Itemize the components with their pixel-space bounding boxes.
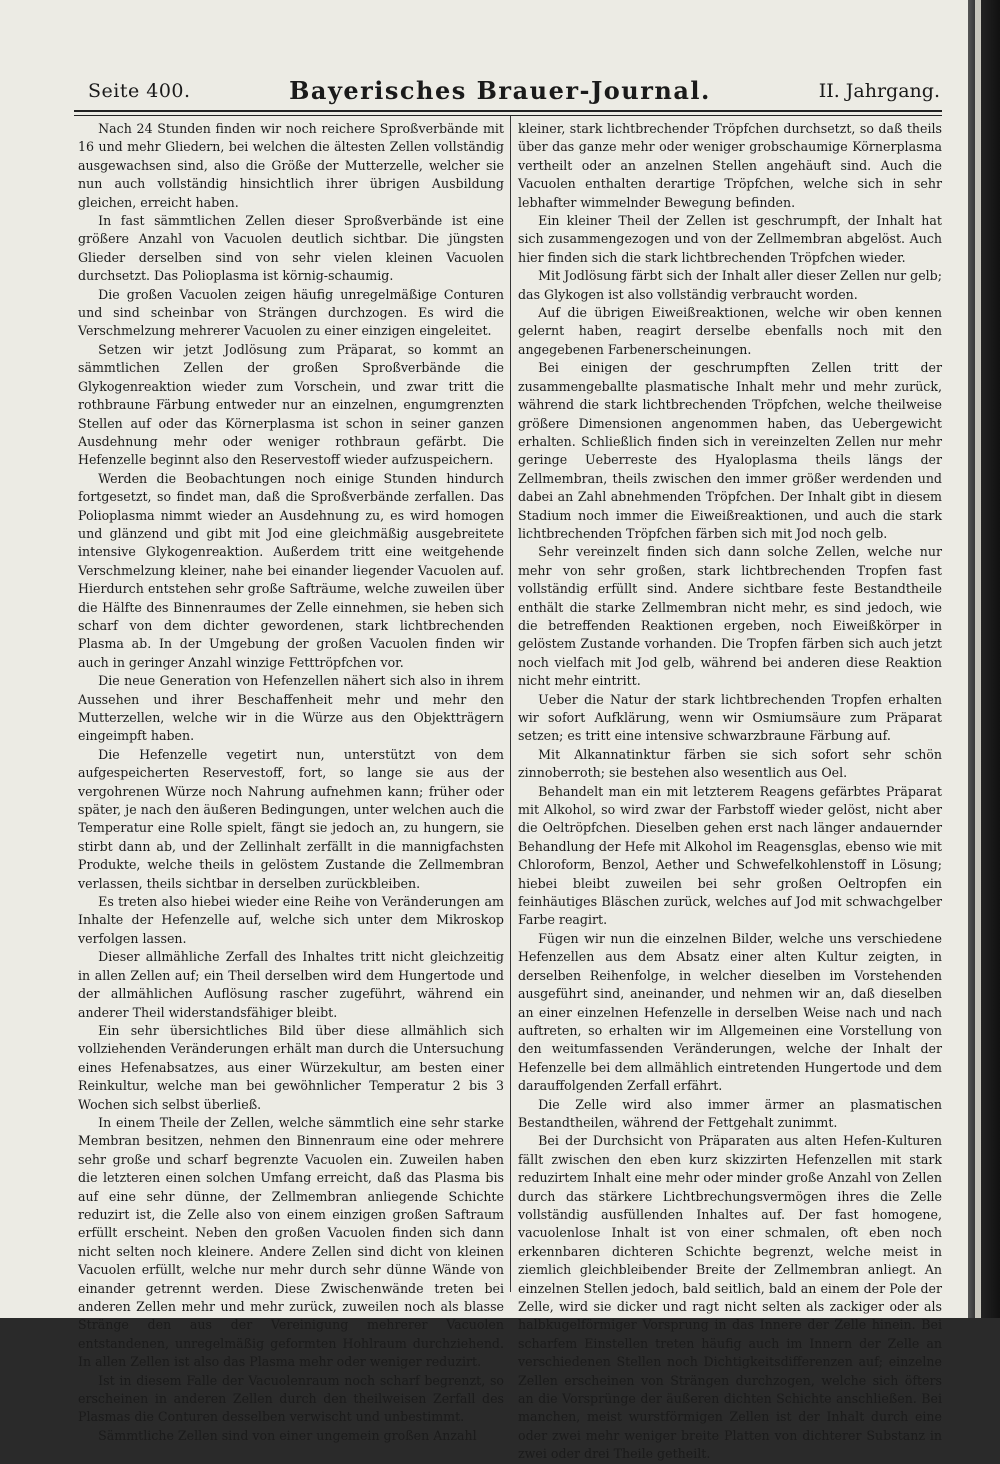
page-header [60, 72, 940, 108]
book-spine-edge [968, 0, 1000, 1318]
journal-title: Bayerisches Brauer-Journal. [289, 76, 711, 105]
paragraph: Die neue Generation von Hefenzellen nähert sich also in ihrem Aussehen und ihrer Beschaffenheit mehr und mehr den Mutterzellen, welche wir in die Würze aus den Objektträgern eingeimpft haben. [78, 673, 504, 744]
paragraph: In fast sämmtlichen Zellen dieser Sproßverbände ist eine größere Anzahl von Vacuolen deutlich sichtbar. Die jüngsten Glieder derselben sind von sehr vielen kleinen Vacuolen durchsetzt. Das Polioplasma ist körnig-schaumig. [78, 213, 504, 284]
paragraph: Bei einigen der geschrumpften Zellen tritt der zusammengeballte plasmatische Inhalt mehr und mehr zurück, während die stark lichtbrechenden Tröpfchen, welche theilweise größere Dimensionen angenommen haben, das Uebergewicht erhalten. Schließlich finden sich in vereinzelten Zellen nur mehr geringe Ueberreste des Hyaloplasma theils längs der Zellmembran, theils zwischen den immer größer werdenden und dabei an Zahl abnehmenden Tröpfchen. Der Inhalt gibt in diesem Stadium noch immer die Eiweißreaktionen, und auch die stark lichtbrechenden Tröpfchen färben sich mit Jod noch gelb. [518, 360, 942, 541]
left-column [78, 120, 504, 1443]
paragraph: Werden die Beobachtungen noch einige Stunden hindurch fortgesetzt, so findet man, daß die Sproßverbände zerfallen. Das Polioplasma nimmt wieder an Ausdehnung zu, es wird homogen und glänzend und gibt mit Jod eine gleichmäßig ausgebreitete intensive Glykogenreaktion. Außerdem tritt eine weitgehende Verschmelzung kleiner, nahe bei einander liegender Vacuolen auf. Hierdurch entstehen sehr große Safträume, welche zuweilen über die Hälfte des Binnenraumes der Zelle einnehmen, sie heben sich scharf von dem dichter gewordenen, stark lichtbrechenden Plasma ab. In der Umgebung der großen Vacuolen finden wir auch in geringer Anzahl winzige Fetttröpfchen vor. [78, 470, 504, 670]
paragraph: Ein kleiner Theil der Zellen ist geschrumpft, der Inhalt hat sich zusammengezogen und von der Zellmembran abgelöst. Auch hier finden sich die stark lichtbrechenden Tröpfchen wieder. [518, 213, 942, 265]
header-rule [74, 110, 942, 116]
paragraph: Ueber die Natur der stark lichtbrechenden Tropfen erhalten wir sofort Aufklärung, wenn wir Osmiumsäure zum Präparat setzen; es tritt eine intensive schwarzbraune Färbung auf. [518, 691, 942, 744]
page-number: Seite 400. [88, 80, 191, 102]
paragraph: Fügen wir nun die einzelnen Bilder, welche uns verschiedene Hefenzellen aus dem Absatz einer alten Kultur zeigten, in derselben Reihenfolge, in welcher dieselben im Vorstehenden ausgeführt sind, aneinander, und nehmen wir an, daß dieselben an einer einzelnen Hefenzelle in derselben Weise nach und nach auftreten, so erhalten wir im Allgemeinen eine Vorstellung von den weitumfassenden Veränderungen, welche der Inhalt der Hefenzelle bei dem allmählich eintretenden Hungertode und dem darauffolgenden Zerfall erfährt. [518, 930, 942, 1094]
paragraph: Die großen Vacuolen zeigen häufig unregelmäßige Conturen und sind scheinbar von Strängen durchzogen. Es wird die Verschmelzung mehrerer Vacuolen zu einer einzigen eingeleitet. [78, 286, 504, 339]
paragraph: Mit Jodlösung färbt sich der Inhalt aller dieser Zellen nur gelb; das Glykogen ist also vollständig verbraucht worden. [518, 268, 942, 302]
paragraph: Dieser allmähliche Zerfall des Inhaltes tritt nicht gleichzeitig in allen Zellen auf; ein Theil derselben wird dem Hungertode und der allmählichen Auflösung rascher zugeführt, während ein anderer Theil widerstandsfähiger bleibt. [78, 949, 504, 1020]
paragraph: Behandelt man ein mit letzterem Reagens gefärbtes Präparat mit Alkohol, so wird zwar der Farbstoff wieder gelöst, nicht aber die Oeltröpfchen. Dieselben gehen erst nach länger andauernder Behandlung der Hefe mit Alkohol im Reagensglas, ebenso wie mit Chloroform, Benzol, Aether und Schwefelkohlenstoff in Lösung; hiebei bleibt zuweilen bei sehr großen Oeltropfen ein feinhäutiges Bläschen zurück, welches auf Jod mit schwachgelber Farbe reagirt. [518, 783, 942, 928]
paragraph: In einem Theile der Zellen, welche sämmtlich eine sehr starke Membran besitzen, nehmen den Binnenraum eine oder mehrere sehr große und scharf begrenzte Vacuolen ein. Zuweilen haben die letzteren einen solchen Umfang erreicht, daß das Plasma bis auf eine sehr dünne, der Zellmembran anliegende Schichte reduzirt ist, die Zelle also von einem einzigen großen Saftraum erfüllt erscheint. Neben den großen Vacuolen finden sich dann nicht selten noch kleinere. Andere Zellen sind dicht von kleinen Vacuolen erfüllt, welche nur mehr durch sehr dünne Wände von einander getrennt werden. Diese Zwischenwände treten bei anderen Zellen mehr und mehr zurück, zuweilen noch als blasse Stränge den aus der Vereinigung mehrerer Vacuolen entstandenen, unregelmäßig geformten Hohlraum durchziehend. In allen Zellen ist also das Plasma mehr oder weniger reduzirt. [78, 1114, 504, 1370]
paragraph: Nach 24 Stunden finden wir noch reichere Sproßverbände mit 16 und mehr Gliedern, bei welchen die ältesten Zellen vollständig ausgewachsen sind, also die Größe der Mutterzelle, welcher sie nun auch vollständig hinsichtlich ihrer übrigen Ausbildung gleichen, erreicht haben. [78, 121, 504, 210]
volume-label: II. Jahrgang. [818, 80, 940, 102]
paragraph: Mit Alkannatinktur färben sie sich sofort sehr schön zinnoberroth; sie bestehen also wesentlich aus Oel. [518, 746, 942, 781]
paragraph: Ist in diesem Falle der Vacuolenraum noch scharf begrenzt, so erscheinen in anderen Zellen durch den theilweisen Zerfall des Plasmas die Conturen desselben verwischt und unbestimmt. [78, 1372, 504, 1425]
paragraph: Es treten also hiebei wieder eine Reihe von Veränderungen am Inhalte der Hefenzelle auf, welche sich unter dem Mikroskop verfolgen lassen. [78, 894, 504, 946]
paragraph-continuation: kleiner, stark lichtbrechender Tröpfchen durchsetzt, so daß theils über das ganze mehr oder weniger grobschaumige Körnerplasma vertheilt oder an anzelnen Stellen angehäuft sind. Auch die Vacuolen enthalten derartige Tröpfchen, welche sich in sehr lebhafter wimmelnder Bewegung befinden. [518, 121, 942, 210]
paragraph: Setzen wir jetzt Jodlösung zum Präparat, so kommt an sämmtlichen Zellen der großen Sproßverbände die Glykogenreaktion wieder zum Vorschein, und zwar tritt die rothbraune Färbung entweder nur an einzelnen, engumgrenzten Stellen auf oder das Körnerplasma ist schon in seiner ganzen Ausdehnung mehr oder weniger rothbraun gefärbt. Die Hefenzelle beginnt also den Reservestoff wieder aufzuspeichern. [78, 341, 504, 468]
next-page-edge [975, 0, 981, 1318]
paragraph: Bei der Durchsicht von Präparaten aus alten Hefen-Kulturen fällt zwischen den eben kurz skizzirten Hefenzellen mit stark reduzirtem Inhalt eine mehr oder minder große Anzahl von Zellen durch das stärkere Lichtbrechungsvermögen ihres die Zelle vollständig ausfüllenden Inhaltes auf. Der fast homogene, vacuolenlose Inhalt ist von einer schmalen, oft eben noch erkennbaren dichteren Schichte begrenzt, welche meist in ziemlich gleichbleibender Breite der Zellmembran anliegt. An einzelnen Stellen jedoch, bald seitlich, bald an einem der Pole der Zelle, wird sie dicker und ragt nicht selten als zackiger oder als halbkugelförmiger Vorsprung in das Innere der Zelle hinein. Bei scharfem Einstellen treten häufig auch im Innern der Zelle an verschiedenen Stellen noch Dichtigkeitsdifferenzen auf; einzelne Zellen erscheinen von Strängen durchzogen, welche sich öfters an die Vorsprünge der äußeren dichten Schichte anschließen. Bei manchen, meist wurstförmigen Zellen ist der Inhalt durch eine oder zwei mehr weniger breite Platten von dichterer Substanz in zwei oder drei Theile getheilt. [518, 1133, 942, 1462]
paragraph: Auf die übrigen Eiweißreaktionen, welche wir oben kennen gelernt haben, reagirt derselbe ebenfalls noch mit den angegebenen Farbenerscheinungen. [518, 305, 942, 357]
paragraph: Ein sehr übersichtliches Bild über diese allmählich sich vollziehenden Veränderungen erhält man durch die Untersuchung eines Hefenabsatzes, aus einer Würzekultur, am besten einer Reinkultur, welche man bei gewöhnlicher Temperatur 2 bis 3 Wochen sich selbst überließ. [78, 1022, 504, 1112]
paragraph: Sehr vereinzelt finden sich dann solche Zellen, welche nur mehr von sehr großen, stark lichtbrechenden Tropfen fast vollständig erfüllt sind. Andere sichtbare feste Bestandtheile enthält die starke Zellmembran nicht mehr, es sind jedoch, wie die betreffenden Reaktionen ergeben, noch Eiweißkörper in gelöstem Zustande vorhanden. Die Tropfen färben sich auch jetzt noch vielfach mit Jod gelb, während bei anderen diese Reaktion nicht mehr eintritt. [518, 544, 942, 689]
right-column [518, 120, 942, 1462]
column-divider [510, 116, 511, 1292]
paragraph: Die Hefenzelle vegetirt nun, unterstützt von dem aufgespeicherten Reservestoff, fort, so lange sie aus der vergohrenen Würze noch Nahrung aufnehmen kann; früher oder später, je nach den äußeren Bedingungen, unter welchen auch die Temperatur eine Rolle spielt, fängt sie jedoch an, zu hungern, sie stirbt dann ab, und der Zellinhalt zerfällt in die mannigfachsten Produkte, welche theils in gelöstem Zustande die Zellmembran verlassen, theils sichtbar in derselben zurückbleiben. [78, 746, 504, 891]
paragraph: Sämmtliche Zellen sind von einer ungemein großen Anzahl [98, 1427, 477, 1443]
paragraph: Die Zelle wird also immer ärmer an plasmatischen Bestandtheilen, während der Fettgehalt zunimmt. [518, 1096, 942, 1130]
